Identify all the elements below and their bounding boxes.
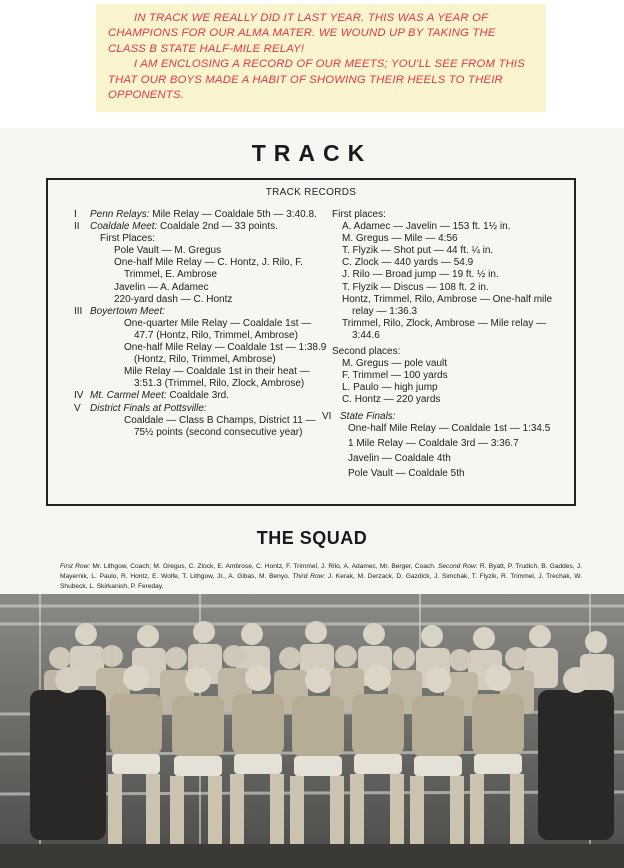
list-item: 220-yard dash — C. Hontz bbox=[114, 293, 233, 305]
record-section bbox=[74, 209, 330, 221]
record-section bbox=[74, 403, 330, 439]
photo-caption bbox=[60, 562, 582, 592]
meet-name: District Finals at Pottsville: bbox=[90, 402, 207, 414]
list-item: Trimmel, Rilo, Zlock, Ambrose — Mile relay — 3:44.6 bbox=[342, 317, 547, 341]
row-label: Third Row: bbox=[292, 573, 326, 580]
list-item: M. Gregus — Mile — 4:56 bbox=[342, 233, 458, 245]
list-item: C. Zlock — 440 yards — 54.9 bbox=[342, 257, 474, 269]
meet-result: Mile Relay — Coaldale 5th — 3:40.8. bbox=[149, 209, 317, 220]
note-paragraph: I AM ENCLOSING A RECORD OF OUR MEETS; YOU'LL SEE FROM THIS THAT OUR BOYS MADE A HABIT OF SHOWING THEIR HEELS TO THEIR OPPONENTS. bbox=[108, 58, 526, 102]
list-item: F. Trimmel — 100 yards bbox=[342, 370, 448, 382]
meet-name: Mt. Carmel Meet: bbox=[90, 390, 167, 402]
section-number: V bbox=[74, 402, 81, 414]
meet-name: Boyertown Meet: bbox=[90, 305, 166, 317]
row-label: Second Row: bbox=[437, 563, 478, 570]
list-item: Javelin — A. Adamec bbox=[114, 281, 209, 293]
list-item: T. Flyzik — Shot put — 44 ft. ¼ in. bbox=[342, 245, 494, 257]
list-item: C. Hontz — 220 yards bbox=[342, 394, 441, 406]
list-item: One-quarter Mile Relay — Coaldale 1st — 47.7 (Hontz, Rilo, Trimmel, Ambrose) bbox=[124, 317, 312, 341]
records-right-column bbox=[322, 209, 564, 480]
list-item: Pole Vault — M. Gregus bbox=[114, 245, 222, 257]
row-names: R. Byatt, P. Trudich, B. Gaddes, J. Mayernik, L. Paulo, R. Hontz, E. Wolfe, T. Lithgow, Jr., A. Gibas, M. Benyo. bbox=[60, 563, 583, 580]
record-section bbox=[74, 221, 330, 306]
squad-title: THE SQUAD bbox=[256, 528, 368, 548]
section-number: III bbox=[74, 305, 83, 317]
meet-result: Coaldale 3rd. bbox=[166, 390, 229, 402]
letter-note bbox=[96, 4, 546, 112]
list-item: L. Paulo — high jump bbox=[342, 382, 438, 394]
meet-name: State Finals: bbox=[340, 410, 396, 422]
records-left-column bbox=[74, 209, 330, 439]
record-section bbox=[322, 411, 564, 423]
team-photo bbox=[0, 594, 624, 868]
record-section bbox=[74, 306, 330, 391]
list-item: One-half Mile Relay — Coaldale 1st — 1:38.9 (Hontz, Rilo, Trimmel, Ambrose) bbox=[124, 342, 327, 366]
track-records-box bbox=[46, 178, 576, 506]
list-item: Pole Vault — Coaldale 5th bbox=[348, 467, 465, 479]
list-item: Hontz, Trimmel, Rilo, Ambrose — One-half mile relay — 1:36.3 bbox=[342, 293, 553, 317]
team-photo-image bbox=[0, 594, 624, 868]
records-title: TRACK RECORDS bbox=[265, 187, 357, 198]
list-item: M. Gregus — pole vault bbox=[342, 358, 448, 370]
meet-name: Penn Relays: bbox=[90, 209, 150, 220]
section-number: VI bbox=[322, 410, 332, 422]
subheading: First Places: bbox=[100, 233, 156, 245]
meet-name: Coaldale Meet: bbox=[90, 221, 158, 233]
row-names: Mr. Lithgow, Coach; M. Gregus, C. Zlock, E. Ambrose, C. Hontz, F. Trimmel, J. Rilo, A. Adamec, Mr. Berger, Coach. bbox=[90, 563, 438, 570]
section-number: II bbox=[74, 221, 80, 233]
subheading: First places: bbox=[332, 209, 386, 220]
yearbook-page bbox=[0, 128, 624, 868]
subheading: Second places: bbox=[332, 346, 401, 358]
row-names: J. Kerak, M. Derzack, D. Gazdick, J. Simchak, T. Flyzik, R. Trimmel, J. Trechak, W. Shubeck, L. Skirkanish, P. Fereday. bbox=[60, 573, 582, 590]
list-item: Coaldale — Class B Champs, District 11 — 75½ points (second consecutive year) bbox=[124, 414, 316, 438]
list-item: Javelin — Coaldale 4th bbox=[348, 452, 451, 464]
list-item: One-half Mile Relay — C. Hontz, J. Rilo, F. Trimmel, E. Ambrose bbox=[114, 257, 303, 281]
row-label: First Row: bbox=[60, 563, 91, 570]
list-item: One-half Mile Relay — Coaldale 1st — 1:34.5 bbox=[348, 422, 551, 434]
record-section bbox=[74, 390, 330, 402]
meet-result: Coaldale 2nd — 33 points. bbox=[157, 221, 278, 233]
list-item: T. Flyzik — Discus — 108 ft. 2 in. bbox=[342, 281, 489, 293]
section-number: I bbox=[74, 209, 77, 220]
list-item: 1 Mile Relay — Coaldale 3rd — 3:36.7 bbox=[348, 437, 519, 449]
note-paragraph: IN TRACK WE REALLY DID IT LAST YEAR. THIS WAS A YEAR OF CHAMPIONS FOR OUR ALMA MATER. WE WOUND UP BY TAKING THE CLASS B STATE HALF-MILE RELAY! bbox=[108, 12, 496, 55]
list-item: J. Rilo — Broad jump — 19 ft. ½ in. bbox=[342, 269, 499, 281]
section-number: IV bbox=[74, 390, 84, 402]
list-item: Mile Relay — Coaldale 1st in their heat — 3:51.3 (Trimmel, Rilo, Zlock, Ambrose) bbox=[124, 366, 310, 390]
list-item: A. Adamec — Javelin — 153 ft. 1½ in. bbox=[342, 221, 511, 233]
page-title: TRACK bbox=[251, 140, 373, 166]
